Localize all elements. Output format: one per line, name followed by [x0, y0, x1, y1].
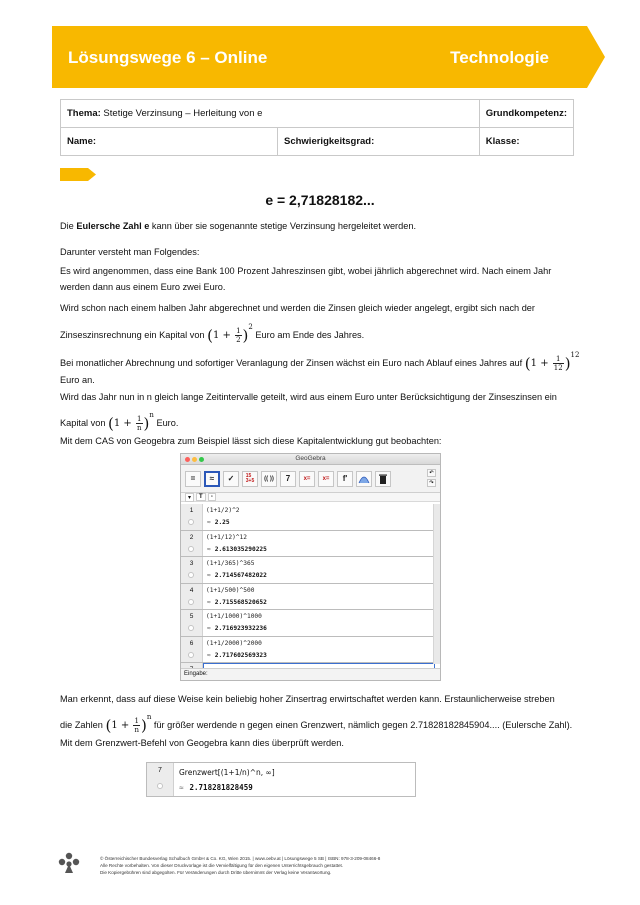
- klasse-cell: [479, 128, 573, 156]
- text: Man erkennt, dass auf diese Weise kein beliebig hoher Zinsertrag erwirtschaftet werden kann. Erstaunlicherweise streben: [60, 694, 555, 704]
- output-value: 2.613035290225: [214, 545, 267, 553]
- paren: ): [564, 354, 571, 373]
- row-body: [203, 637, 435, 663]
- math-plus: +: [117, 720, 133, 731]
- worksheet-meta-table: [60, 99, 574, 156]
- row-input[interactable]: (1+1/12)^12: [206, 533, 247, 541]
- paragraph-annahme: Es wird angenommen, dass eine Bank 100 Prozent Jahreszinsen gibt, wobei jährlich abgerechnet wird. Nach einem Jahr werden dann aus einem Euro zwei Euro.: [60, 266, 552, 292]
- table-row[interactable]: [181, 504, 435, 531]
- row-output: [206, 594, 435, 606]
- row-input[interactable]: (1+1/2000)^2000: [206, 639, 262, 647]
- keep-input-button[interactable]: ✓: [223, 471, 239, 487]
- text: Euro.: [153, 418, 179, 428]
- footer-rights: Alle Rechte vorbehalten. Von dieser Druckvorlage ist die Vervielfältigung für den eigenen Unterrichtsgebrauch gestattet.: [100, 863, 344, 868]
- footer-copyright: © Österreichischer Bundesverlag Schulbuch GmbH & Co. KG, Wien 2015. | www.oebv.at | Lösungswege 5 SB | ISBN: 978-3-209-08466-8: [100, 856, 381, 861]
- fraction: [553, 355, 564, 372]
- paragraph-halbjahr: [60, 300, 580, 344]
- substitute-button[interactable]: 7: [280, 471, 296, 487]
- input-label: Eingabe:: [184, 671, 208, 677]
- cas-toolbar: [181, 465, 440, 493]
- page-heading: e = 2,71828182...: [265, 192, 375, 208]
- table-row[interactable]: [181, 531, 435, 558]
- row-output: [206, 567, 435, 579]
- exponent: n: [149, 411, 154, 419]
- paren: ): [242, 326, 249, 345]
- denominator: 12: [553, 364, 563, 372]
- paren: (: [524, 354, 531, 373]
- geogebra-window: [180, 453, 441, 681]
- denominator: n: [134, 726, 139, 734]
- paragraph-intro: [60, 218, 580, 234]
- numerator: 1: [236, 327, 241, 335]
- row-body: [203, 584, 435, 610]
- text: Mit dem Grenzwert-Befehl von Geogebra kann dies überprüft werden.: [60, 738, 344, 748]
- table-row[interactable]: [181, 584, 435, 611]
- numerator: 1: [134, 717, 139, 725]
- approx-symbol: ≈: [207, 625, 211, 632]
- text: Zinseszinsrechnung ein Kapital von: [60, 330, 208, 340]
- name-cell: [61, 128, 278, 156]
- formula-half: [207, 323, 253, 345]
- row-body: [203, 504, 435, 530]
- output-value: 2.718281828459: [189, 783, 253, 792]
- grenzwert-cas-row[interactable]: [146, 762, 416, 797]
- color-button[interactable]: ▫: [208, 493, 216, 501]
- klasse-label: Klasse:: [485, 136, 520, 147]
- row-number-text: 5: [189, 613, 194, 620]
- output-value: 2.714567482022: [214, 572, 267, 579]
- numerator: 1: [553, 355, 564, 364]
- row-number-text: 3: [189, 560, 194, 567]
- row-body: [203, 610, 435, 636]
- schwierigkeit-cell: [278, 128, 480, 156]
- thema-cell: [61, 100, 480, 128]
- footer-fees: Die Kopiergebühren sind abgegolten. Für Veränderungen durch Dritte übernimmt der Verlag keine Verantwortung.: [100, 870, 332, 875]
- exponent: n: [146, 713, 152, 721]
- text-style-button[interactable]: T: [196, 493, 206, 501]
- row-output: [206, 620, 435, 632]
- row-input[interactable]: [207, 664, 434, 667]
- row-body: [174, 763, 415, 796]
- factor-button[interactable]: 15 3+5: [242, 471, 258, 487]
- window-title: GeoGebra: [295, 455, 326, 462]
- formula-n: [108, 411, 154, 433]
- vertical-scrollbar[interactable]: [433, 504, 440, 664]
- table-row[interactable]: [181, 557, 435, 584]
- row-toggle-icon[interactable]: [188, 625, 194, 631]
- output-value: 2.716923932236: [214, 625, 267, 632]
- fraction: [133, 717, 140, 734]
- grundkompetenz-cell: [479, 100, 573, 128]
- window-titlebar: [181, 454, 440, 465]
- approx-symbol: ≈: [207, 598, 211, 606]
- undo-redo-group: [427, 469, 436, 487]
- paren: ): [143, 414, 150, 433]
- row-toggle-icon[interactable]: [188, 652, 194, 658]
- thema-value: Stetige Verzinsung – Herleitung von e: [100, 108, 263, 119]
- math-plus: +: [120, 418, 135, 429]
- exponent: 2: [248, 323, 253, 331]
- row-number: [181, 557, 203, 583]
- output-value: 2.715568520652: [214, 598, 267, 606]
- thema-label: Thema:: [67, 108, 101, 119]
- style-bar-toggle-icon[interactable]: ▾: [185, 493, 194, 502]
- delete-icon[interactable]: [375, 471, 391, 487]
- row-body: [203, 531, 435, 557]
- row-input[interactable]: (1+1/500)^500: [206, 586, 255, 594]
- row-number: [181, 504, 203, 530]
- schwierigkeit-label: Schwierigkeitsgrad:: [284, 136, 375, 147]
- row-output: [206, 647, 435, 659]
- row-number-text: 7: [158, 767, 162, 774]
- style-bar: [181, 493, 440, 502]
- derivative-button[interactable]: f': [337, 471, 353, 487]
- paragraph-erkenntnis: [60, 691, 580, 751]
- row-number-text: 2: [189, 533, 194, 541]
- approx-symbol: ≈: [207, 545, 211, 553]
- fraction: [235, 327, 241, 344]
- table-row[interactable]: [181, 610, 435, 637]
- paren: (: [207, 326, 213, 345]
- text: Euro an.: [60, 375, 95, 385]
- series-title: Lösungswege 6 – Online: [68, 48, 268, 67]
- grundkompetenz-label: Grundkompetenz:: [485, 108, 567, 119]
- euler-bold: Eulersche Zahl e: [76, 221, 150, 231]
- table-row[interactable]: [181, 637, 435, 664]
- text: Kapital von: [60, 418, 109, 428]
- header-banner: [52, 26, 605, 88]
- text: Wird schon nach einem halben Jahr abgerechnet und werden die Zinsen gleich wieder angelegt, ergibt sich nach der: [60, 303, 535, 313]
- numeric-button[interactable]: ≈: [204, 471, 220, 487]
- row-number-text: 6: [189, 639, 194, 647]
- denominator: 2: [236, 336, 241, 344]
- cas-rows: [181, 504, 435, 681]
- row-number: [181, 610, 203, 636]
- row-number-text: 1: [189, 507, 194, 514]
- text: Euro am Ende des Jahres.: [252, 330, 365, 340]
- output-value: 2.25: [214, 519, 230, 526]
- approx-symbol: ≈: [179, 783, 184, 792]
- math-plus: +: [537, 358, 552, 369]
- formula-twelfth: [524, 351, 580, 373]
- row-number: [181, 531, 203, 557]
- name-label: Name:: [67, 136, 97, 147]
- paragraph-folgendes: Darunter versteht man Folgendes:: [60, 247, 200, 257]
- row-toggle-icon[interactable]: [188, 519, 194, 525]
- solve-button[interactable]: x=: [299, 471, 315, 487]
- text: die Zahlen: [60, 720, 106, 730]
- math-one: 1: [212, 330, 220, 341]
- paren: (: [108, 414, 114, 433]
- undo-icon[interactable]: ↶: [427, 469, 436, 477]
- row-toggle-icon[interactable]: [188, 599, 194, 605]
- row-number: [147, 763, 174, 796]
- formula-n-limit: [105, 713, 152, 735]
- integral-icon[interactable]: [356, 471, 372, 487]
- paragraph-geogebra-intro: Mit dem CAS von Geogebra zum Beispiel lässt sich diese Kapitalentwicklung gut beobachten:: [60, 436, 442, 446]
- row-toggle-icon[interactable]: [157, 783, 163, 789]
- row-input[interactable]: Grenzwert[(1+1/n)^n, ∞]: [179, 768, 275, 777]
- math-one: 1: [113, 418, 121, 429]
- paragraph-n-intervalle: [60, 389, 580, 432]
- publisher-logo-icon: [56, 851, 82, 877]
- row-input[interactable]: (1+1/2)^2: [206, 507, 240, 514]
- math-one: 1: [530, 358, 538, 369]
- approx-symbol: ≈: [207, 651, 211, 659]
- row-input[interactable]: (1+1/1000)^1000: [206, 613, 262, 620]
- redo-icon[interactable]: ↷: [427, 479, 436, 487]
- row-output: [206, 514, 435, 526]
- text: Die: [60, 221, 77, 231]
- solve-numeric-button[interactable]: x=: [318, 471, 334, 487]
- text: Bei monatlicher Abrechnung und sofortiger Veranlagung der Zinsen wächst ein Euro nach Ablauf eines Jahres auf: [60, 358, 525, 368]
- text: Wird das Jahr nun in n gleich lange Zeitintervalle geteilt, wird aus einem Euro unter Berücksichtigung der Zinseszinsen ein: [60, 392, 557, 402]
- row-toggle-icon[interactable]: [188, 546, 194, 552]
- output-value: 2.717602569323: [214, 651, 267, 659]
- evaluate-button[interactable]: =: [185, 471, 201, 487]
- row-output: [179, 777, 415, 792]
- paren: ): [140, 716, 147, 735]
- paren: (: [105, 716, 112, 735]
- denominator: n: [137, 424, 142, 432]
- row-number: [181, 584, 203, 610]
- numerator: 1: [137, 415, 142, 423]
- row-toggle-icon[interactable]: [188, 572, 194, 578]
- fraction: [136, 415, 143, 432]
- approx-symbol: ≈: [207, 519, 211, 526]
- math-plus: +: [219, 330, 235, 341]
- text: kann über sie sogenannte stetige Verzinsung hergeleitet werden.: [149, 221, 416, 231]
- row-body: [203, 557, 435, 583]
- expand-button[interactable]: (( )): [261, 471, 277, 487]
- row-output: [206, 541, 435, 553]
- approx-symbol: ≈: [207, 572, 211, 579]
- section-marker-arrow: [60, 168, 96, 181]
- input-bar[interactable]: [181, 668, 441, 680]
- paragraph-monatlich: [60, 347, 590, 388]
- section-title: Technologie: [450, 48, 549, 67]
- exponent: 12: [570, 351, 580, 359]
- row-number: [181, 637, 203, 663]
- row-input[interactable]: (1+1/365)^365: [206, 560, 255, 567]
- math-one: 1: [111, 720, 118, 731]
- row-number-text: 4: [189, 586, 194, 594]
- text: für größer werdende n gegen einen Grenzwert, nämlich gegen 2.71828182845904.... (Eulersche Zahl).: [151, 720, 573, 730]
